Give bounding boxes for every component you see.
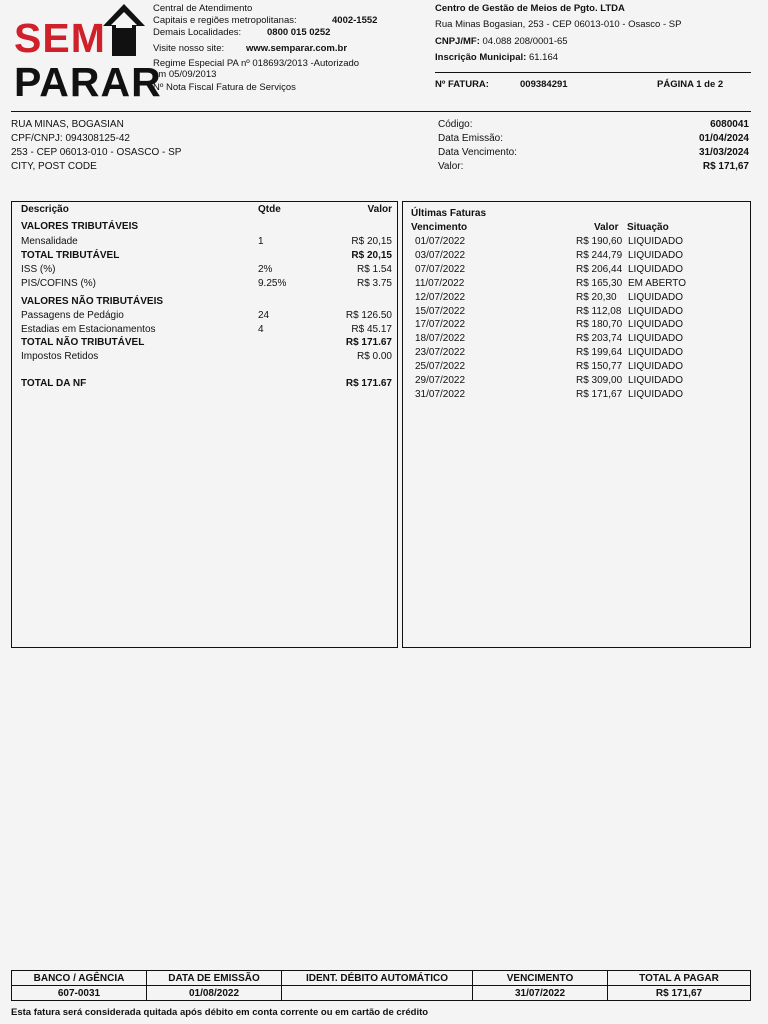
history-status: LIQUIDADO — [628, 236, 684, 247]
history-date: 31/07/2022 — [415, 388, 466, 400]
regime-line2: em 05/09/2013 — [153, 69, 217, 80]
item-qtde: 4 — [258, 324, 264, 335]
site-url[interactable]: www.semparar.com.br — [246, 43, 348, 54]
emissao-label: Data Emissão: — [438, 133, 504, 144]
item-valor: R$ 3.75 — [356, 278, 392, 289]
logo-text-parar: PARAR — [14, 59, 162, 105]
history-value: R$ 199,64 — [576, 347, 623, 359]
history-row — [403, 389, 750, 403]
company-address: Rua Minas Bogasian, 253 - CEP 06013-010 - Osasco - SP — [435, 19, 682, 30]
history-status: LIQUIDADO — [628, 361, 684, 373]
header-qtde: Qtde — [258, 204, 281, 215]
history-value: R$ 180,70 — [576, 319, 623, 331]
header-valor: Valor — [594, 222, 619, 233]
section-title: VALORES NÃO TRIBUTÁVEIS — [21, 296, 164, 307]
item-qtde: 24 — [258, 310, 270, 321]
history-value: R$ 150,77 — [576, 361, 623, 373]
items-header — [12, 204, 397, 218]
history-value: R$ 112,08 — [576, 305, 622, 317]
history-panel — [402, 201, 751, 648]
company-name: Centro de Gestão de Meios de Pgto. LTDA — [435, 3, 625, 14]
section-title: VALORES TRIBUTÁVEIS — [21, 221, 139, 232]
history-status: LIQUIDADO — [628, 347, 684, 359]
history-row — [403, 347, 750, 361]
inscricao-label: Inscrição Municipal: — [435, 52, 527, 63]
header-descricao: Descrição — [21, 204, 69, 215]
item-valor: R$ 45.17 — [351, 324, 392, 335]
history-date: 25/07/2022 — [415, 361, 466, 373]
total-value: R$ 171.67 — [345, 378, 392, 389]
header-valor: Valor — [367, 204, 392, 215]
fatura-number: 009384291 — [520, 79, 568, 90]
sem-parar-logo — [14, 4, 162, 105]
valor-label: Valor: — [438, 161, 464, 172]
history-date: 18/07/2022 — [415, 333, 466, 345]
central-atendimento: Central de Atendimento — [153, 3, 253, 14]
emissao-value: 01/04/2024 — [698, 133, 749, 144]
cnpj-label: CNPJ/MF: — [435, 36, 480, 47]
item-row — [12, 236, 397, 250]
vencimento-value: 31/03/2024 — [698, 147, 749, 158]
demais-label: Demais Localidades: — [153, 27, 242, 38]
header-divider — [435, 72, 751, 73]
demais-phone: 0800 015 0252 — [267, 27, 331, 38]
debito-value — [282, 986, 473, 1001]
codigo-label: Código: — [438, 119, 473, 130]
total-label: TOTAL NÃO TRIBUTÁVEL — [21, 337, 145, 348]
item-row — [12, 278, 397, 292]
item-valor: R$ 20,15 — [351, 236, 392, 247]
page-indicator: PÁGINA 1 de 2 — [657, 79, 724, 90]
history-status: LIQUIDADO — [628, 375, 684, 386]
history-date: 11/07/2022 — [415, 277, 465, 289]
valor-value: R$ 171,67 — [702, 161, 749, 172]
header-vencimento: Vencimento — [411, 222, 468, 233]
item-valor: R$ 126.50 — [345, 310, 392, 321]
history-status: LIQUIDADO — [628, 249, 684, 261]
total-nf-row — [12, 378, 397, 392]
total-value: R$ 171.67 — [345, 337, 392, 348]
history-value: R$ 171,67 — [576, 388, 623, 400]
vencimento-label: Data Vencimento: — [438, 147, 517, 158]
history-date: 03/07/2022 — [415, 249, 466, 261]
history-header — [403, 222, 750, 236]
client-city: CITY, POST CODE — [11, 161, 97, 172]
history-value: R$ 20,30 — [576, 291, 617, 303]
history-value: R$ 244,79 — [576, 249, 623, 261]
company-cnpj — [435, 36, 568, 48]
history-status: LIQUIDADO — [628, 263, 684, 275]
item-desc: Estadias em Estacionamentos — [21, 324, 156, 335]
vencimento-value: 31/07/2022 — [473, 986, 608, 1001]
history-status: LIQUIDADO — [628, 333, 684, 345]
payment-header-row — [12, 971, 751, 986]
payment-table — [11, 970, 751, 1001]
history-date: 01/07/2022 — [415, 236, 466, 247]
history-value: R$ 206,44 — [576, 263, 623, 275]
inscricao-value: 61.164 — [528, 52, 559, 63]
item-desc: Impostos Retidos — [21, 351, 99, 362]
item-qtde: 9.25% — [258, 278, 287, 289]
history-date: 23/07/2022 — [415, 347, 466, 359]
history-status: EM ABERTO — [628, 277, 686, 289]
fatura-label: Nº FATURA: — [435, 79, 489, 90]
items-panel — [11, 201, 398, 648]
history-row — [403, 319, 750, 333]
history-row — [403, 264, 750, 278]
total-label: TOTAL TRIBUTÁVEL — [21, 250, 120, 261]
header-total: TOTAL A PAGAR — [608, 971, 751, 986]
client-cpf: CPF/CNPJ: 094308125-42 — [11, 133, 130, 144]
history-row — [403, 292, 750, 306]
item-qtde: 1 — [258, 236, 264, 247]
banco-value: 607-0031 — [12, 986, 147, 1001]
history-date: 12/07/2022 — [415, 291, 466, 303]
item-row — [12, 324, 397, 338]
header-debito: IDENT. DÉBITO AUTOMÁTICO — [282, 971, 473, 986]
emissao-value: 01/08/2022 — [147, 986, 282, 1001]
site-label: Visite nosso site: — [153, 43, 225, 54]
item-desc: PIS/COFINS (%) — [21, 278, 97, 289]
header-banco: BANCO / AGÊNCIA — [12, 971, 147, 986]
history-value: R$ 309,00 — [576, 375, 623, 386]
header-vencimento: VENCIMENTO — [473, 971, 608, 986]
history-row — [403, 250, 750, 264]
history-value: R$ 203,74 — [576, 333, 623, 345]
item-qtde: 2% — [258, 264, 273, 275]
item-row — [12, 264, 397, 278]
history-title: Últimas Faturas — [411, 208, 487, 219]
logo-text-sem: SEM — [14, 15, 106, 61]
history-row — [403, 375, 750, 389]
logo-arrow-icon — [103, 4, 145, 56]
regime-line1: Regime Especial PA nº 018693/2013 -Autorizado — [153, 58, 360, 69]
history-title-row — [403, 208, 750, 222]
item-valor: R$ 1.54 — [356, 264, 392, 275]
item-desc: ISS (%) — [21, 264, 56, 275]
history-row — [403, 361, 750, 375]
history-date: 29/07/2022 — [415, 375, 466, 386]
item-desc: Mensalidade — [21, 236, 78, 247]
history-status: LIQUIDADO — [628, 388, 684, 400]
total-tributavel-row — [12, 250, 397, 264]
cnpj-value: 04.088 208/0001-65 — [482, 36, 568, 47]
history-row — [403, 306, 750, 320]
capitais-phone: 4002-1552 — [332, 15, 378, 26]
client-address: 253 - CEP 06013-010 - OSASCO - SP — [11, 147, 182, 158]
section-tributaveis — [12, 221, 397, 235]
history-status: LIQUIDADO — [628, 291, 684, 303]
item-row — [12, 351, 397, 365]
history-status: LIQUIDADO — [628, 305, 684, 317]
section-nao-tributaveis — [12, 296, 397, 310]
history-date: 17/07/2022 — [415, 319, 466, 331]
payment-values-row — [12, 986, 751, 1001]
history-value: R$ 190,60 — [576, 236, 623, 247]
history-date: 07/07/2022 — [415, 263, 466, 275]
client-street: RUA MINAS, BOGASIAN — [11, 119, 124, 130]
main-divider — [11, 111, 751, 112]
history-value: R$ 165,30 — [576, 277, 623, 289]
capitais-label: Capitais e regiões metropolitanas: — [153, 15, 297, 26]
total-nao-tributavel-row — [12, 337, 397, 351]
codigo-value: 6080041 — [710, 119, 749, 130]
history-date: 15/07/2022 — [415, 305, 466, 317]
payment-note: Esta fatura será considerada quitada após débito em conta corrente ou em cartão de crédito — [11, 1007, 429, 1018]
history-status: LIQUIDADO — [628, 319, 684, 331]
item-row — [12, 310, 397, 324]
nota-fiscal-label: Nº Nota Fiscal Fatura de Serviços — [153, 82, 296, 93]
history-row — [403, 333, 750, 347]
company-inscricao — [435, 52, 558, 64]
header-situacao: Situação — [627, 222, 669, 233]
total-value: R$ 171,67 — [608, 986, 751, 1001]
history-row — [403, 278, 750, 292]
history-row — [403, 236, 750, 250]
item-desc: Passagens de Pedágio — [21, 310, 124, 321]
total-label: TOTAL DA NF — [21, 378, 87, 389]
item-valor: R$ 0.00 — [356, 351, 392, 362]
total-value: R$ 20,15 — [351, 250, 392, 261]
header-emissao: DATA DE EMISSÃO — [147, 971, 282, 986]
